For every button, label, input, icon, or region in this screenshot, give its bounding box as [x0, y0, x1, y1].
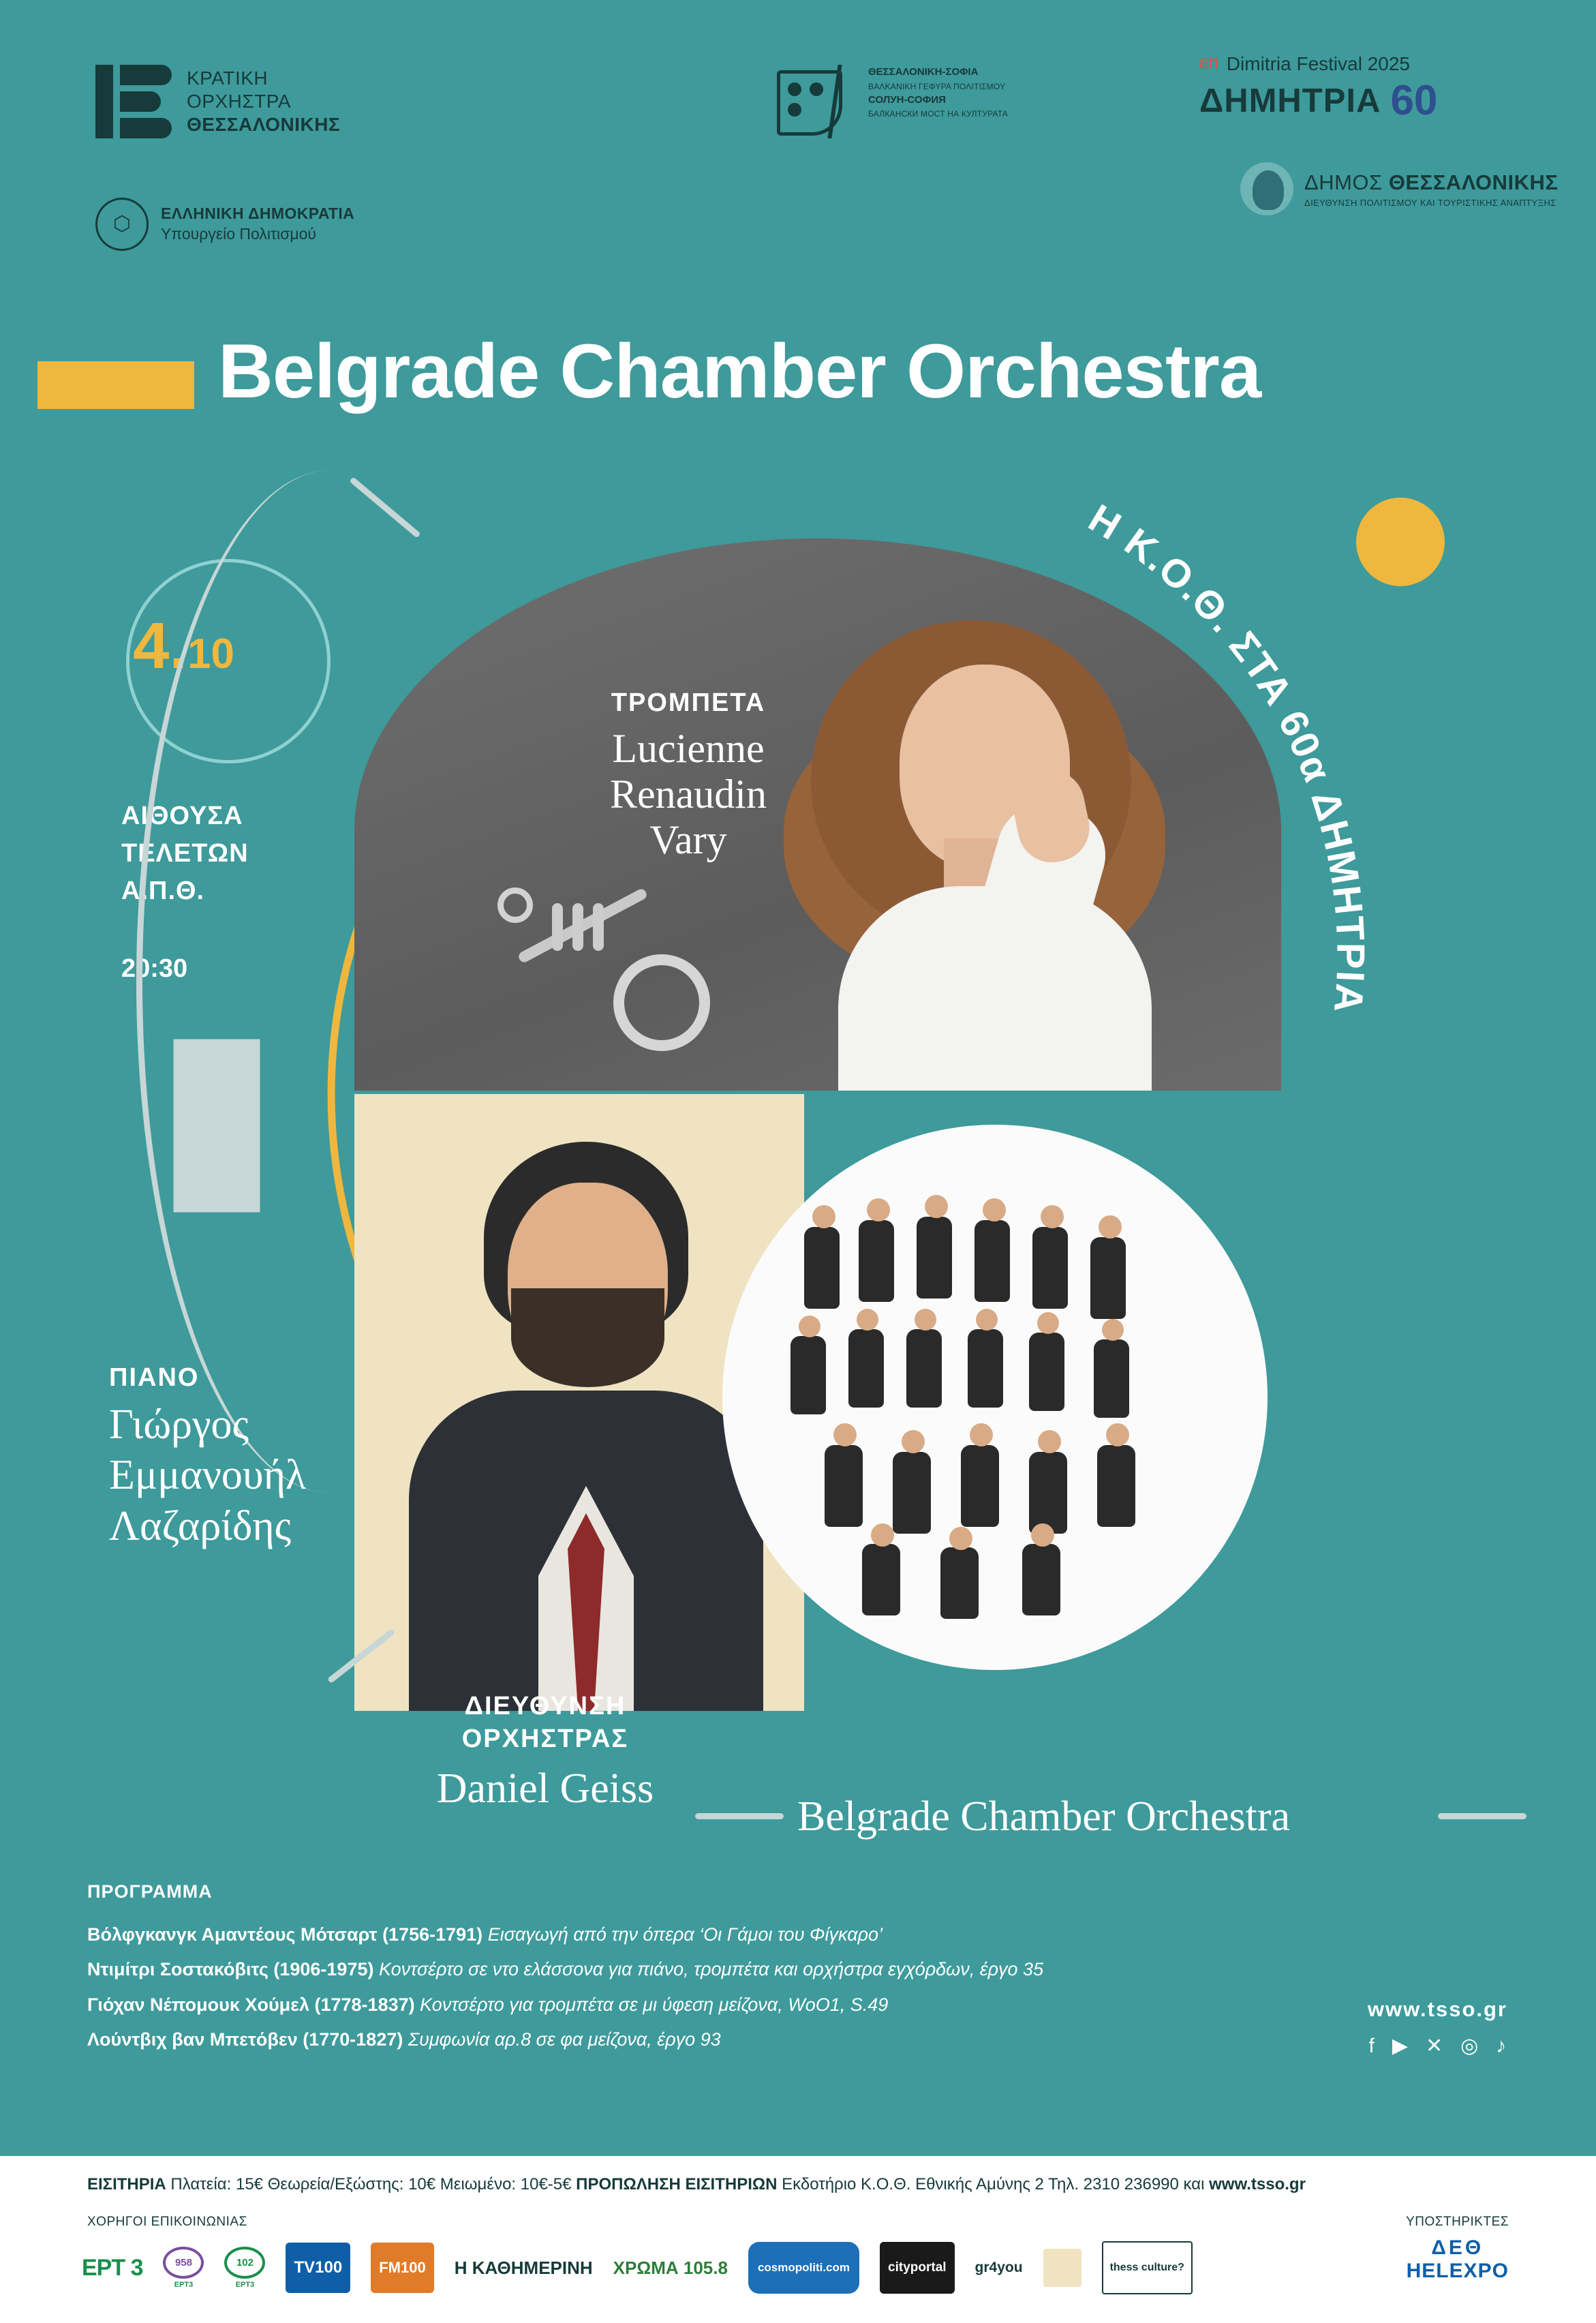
sponsor-logo-kathimerini: Η ΚΑΘΗΜΕΡΙΝΗ	[454, 2257, 593, 2278]
tickets-label: ΕΙΣΙΤΗΡΙΑ	[87, 2175, 166, 2193]
lazaridis-portrait	[409, 1142, 763, 1711]
alexander-head-icon	[1240, 162, 1293, 215]
youtube-icon[interactable]: ▶	[1392, 2035, 1408, 2057]
municipality-name-bold: ΘΕΣΣΑΛΟΝΙΚΗΣ	[1388, 170, 1559, 194]
ministry-line2: Υπουργείο Πολιτισμού	[161, 225, 316, 243]
helexpo-word: HELEXPO	[1406, 2260, 1509, 2282]
tsf-line4: БАЛКАНСКИ МОСТ НА КУЛТУРАТА	[868, 109, 1009, 119]
koth-logo	[95, 65, 340, 138]
koth-mark-icon	[95, 65, 172, 138]
venue-line3: Α.Π.Θ.	[121, 877, 205, 906]
instagram-icon[interactable]: ◎	[1460, 2035, 1479, 2057]
tiktok-icon[interactable]: ♪	[1496, 2034, 1507, 2057]
dimitria-number: 60	[1390, 77, 1438, 124]
sponsor-logo-102: 102 ΕΡΤ3	[224, 2247, 265, 2289]
program-item	[87, 2022, 1348, 2057]
dash-decoration-caption-left	[695, 1813, 784, 1819]
event-time: 20:30	[121, 954, 188, 983]
piano-performer-block	[109, 1363, 436, 1551]
logo-row	[0, 0, 1596, 286]
piano-name-line2: Εμμανουήλ	[109, 1452, 307, 1499]
program-heading: ΠΡΟΓΡΑΜΜΑ	[87, 1881, 213, 1902]
conductor-block	[354, 1690, 736, 1813]
event-day: 4.	[133, 609, 188, 682]
program-composer: Λούντβιχ βαν Μπετόβεν (1770-1827)	[87, 2029, 403, 2050]
tickets-text: Πλατεία: 15€ Θεωρεία/Εξώστης: 10€ Μειωμένο: 10€-5€	[170, 2175, 572, 2193]
venue-line2: ΤΕΛΕΤΩΝ	[121, 839, 249, 868]
presale-text: Εκδοτήριο Κ.Ο.Θ. Εθνικής Αμύνης 2 Τηλ. 2310 236990 και	[782, 2175, 1205, 2193]
greek-emblem-icon: ⬡	[95, 198, 149, 251]
arc-text-path: Η Κ.Ο.Θ. ΣΤΑ 60α ΔΗΜΗΤΡΙΑ	[1081, 496, 1373, 1016]
anniversary-arc-text	[1009, 477, 1526, 1329]
presale-url[interactable]: www.tsso.gr	[1209, 2175, 1306, 2193]
koth-line2: ΟΡΧΗΣΤΡΑ	[187, 90, 292, 112]
sponsor-logo-cosmopoliti: cosmopoliti.com	[748, 2242, 859, 2294]
thessaloniki-sofia-text	[868, 65, 1008, 120]
program-composer: Ντιμίτρι Σοστακόβιτς (1906-1975)	[87, 1959, 374, 1980]
dimitria-logo	[1199, 53, 1437, 125]
sponsor-logo-tv100: TV100	[286, 2243, 350, 2293]
trumpet-performer-block	[545, 688, 831, 864]
trumpet-icon	[470, 838, 695, 1063]
program-composer: Βόλφγκανγκ Αμαντέους Μότσαρτ (1756-1791)	[87, 1924, 483, 1945]
bridge-mark-icon	[777, 65, 857, 138]
x-icon[interactable]: ✕	[1425, 2035, 1443, 2057]
sponsors-label: ΧΟΡΗΓΟΙ ΕΠΙΚΟΙΝΩΝΙΑΣ	[87, 2215, 247, 2229]
piano-name-line3: Λαζαρίδης	[109, 1502, 292, 1549]
trumpet-name-line2: Renaudin	[610, 772, 767, 817]
conductor-name: Daniel Geiss	[436, 1765, 654, 1812]
koth-line1: ΚΡΑΤΙΚΗ	[187, 67, 268, 89]
sponsor-logos	[82, 2241, 1193, 2294]
ministry-text	[161, 204, 354, 245]
ministry-logo	[95, 198, 354, 251]
municipality-sub: ΔΙΕΥΘΥΝΣΗ ΠΟΛΙΤΙΣΜΟΥ ΚΑΙ ΤΟΥΡΙΣΤΙΚΗΣ ΑΝΑΠΤΥΞΗΣ	[1304, 197, 1556, 208]
trumpet-name-line3: Vary	[649, 817, 727, 863]
dimitria-festival-label: Dimitria Festival 2025	[1226, 53, 1410, 74]
thessaloniki-sofia-logo	[777, 65, 1008, 138]
ministry-line1: ΕΛΛΗΝΙΚΗ ΔΗΜΟΚΡΑΤΙΑ	[161, 204, 355, 223]
conductor-role-line2: ΟΡΧΗΣΤΡΑΣ	[461, 1724, 629, 1753]
sponsor-logo-cityportal: cityportal	[880, 2242, 955, 2294]
event-month: 10	[187, 631, 235, 678]
sponsor-logo-fm100: FM100	[371, 2243, 433, 2293]
municipality-name-light: ΔΗΜΟΣ	[1304, 170, 1389, 194]
municipality-text	[1304, 170, 1559, 208]
koth-line3: ΘΕΣΣΑΛΟΝΙΚΗΣ	[187, 114, 341, 136]
program-work: Κοντσέρτο για τρομπέτα σε μι ύφεση μείζονα, WoO1, S.49	[420, 1994, 889, 2015]
dimitria-word: ΔΗΜΗΤΡΙΑ	[1199, 82, 1381, 119]
support-label: ΥΠΟΣΤΗΡΙΚΤΕΣ	[1406, 2215, 1509, 2229]
tsf-line2: ΒΑΛΚΑΝΙΚΗ ΓΕΦΥΡΑ ΠΟΛΙΤΙΣΜΟΥ	[868, 81, 1006, 91]
sponsor-logo-art	[1043, 2249, 1081, 2287]
supporter-logo-helexpo	[1407, 2236, 1509, 2283]
municipality-logo	[1240, 162, 1559, 215]
venue-line1: ΑΙΘΟΥΣΑ	[121, 802, 243, 830]
social-icons	[1368, 2034, 1507, 2058]
page-title: Belgrade Chamber Orchestra	[218, 329, 1261, 414]
sponsor-logo-958: 958 ΕΡΤ3	[163, 2247, 204, 2289]
tsf-line3: СОЛУН-СОФИЯ	[868, 93, 946, 106]
sponsor-logo-thessculture: thess culture?	[1102, 2241, 1193, 2294]
program-work: Εισαγωγή από την όπερα ‘Οι Γάμοι του Φίγκαρο’	[487, 1924, 883, 1945]
svg-text:Η Κ.Ο.Θ. ΣΤΑ 60α ΔΗΜΗΤΡΙΑ	[1081, 496, 1373, 1015]
program-item	[87, 1917, 1348, 1952]
koth-logo-text	[187, 67, 340, 136]
trumpet-role-label: ΤΡΟΜΠΕΤΑ	[611, 688, 766, 717]
sponsor-logo-xroma: ΧΡΩΜΑ 105.8	[613, 2257, 728, 2278]
orchestra-caption: Belgrade Chamber Orchestra	[797, 1793, 1291, 1840]
program-work: Κοντσέρτο σε ντο ελάσσονα για πιάνο, τρομπέτα και ορχήστρα εγχόρδων, έργο 35	[378, 1959, 1044, 1980]
piano-role-label: ΠΙΑΝΟ	[109, 1363, 200, 1392]
tsf-line1: ΘΕΣΣΑΛΟΝΙΚΗ-ΣΟΦΙΑ	[868, 66, 979, 78]
program-item	[87, 1952, 1348, 1987]
ticket-info	[87, 2175, 1306, 2194]
helexpo-marks: ΔΕΘ	[1431, 2236, 1484, 2259]
program-section	[87, 1881, 1348, 2057]
program-work: Συμφωνία αρ.8 σε φα μείζονα, έργο 93	[408, 2029, 721, 2050]
website-url[interactable]: www.tsso.gr	[1367, 1997, 1507, 2021]
program-item	[87, 1988, 1348, 2022]
web-block	[1368, 1997, 1507, 2058]
conductor-role-line1: ΔΙΕΥΘΥΝΣΗ	[464, 1692, 626, 1720]
footer	[0, 2156, 1596, 2323]
presale-label: ΠΡΟΠΩΛΗΣΗ ΕΙΣΙΤΗΡΙΩΝ	[576, 2175, 778, 2193]
trumpet-name-line1: Lucienne	[612, 726, 765, 771]
dimitria-mini: ΕΠ	[1199, 57, 1218, 72]
sponsor-logo: ΕΡΤ 3	[82, 2254, 143, 2281]
dash-decoration-caption-right	[1438, 1813, 1526, 1819]
program-composer: Γιόχαν Νέπομουκ Χούμελ (1778-1837)	[87, 1994, 415, 2015]
title-accent-bar	[37, 361, 194, 409]
piano-name-line1: Γιώργος	[109, 1401, 249, 1448]
sponsor-logo-gr4you: gr4you	[975, 2260, 1023, 2275]
facebook-icon[interactable]: f	[1368, 2034, 1375, 2057]
